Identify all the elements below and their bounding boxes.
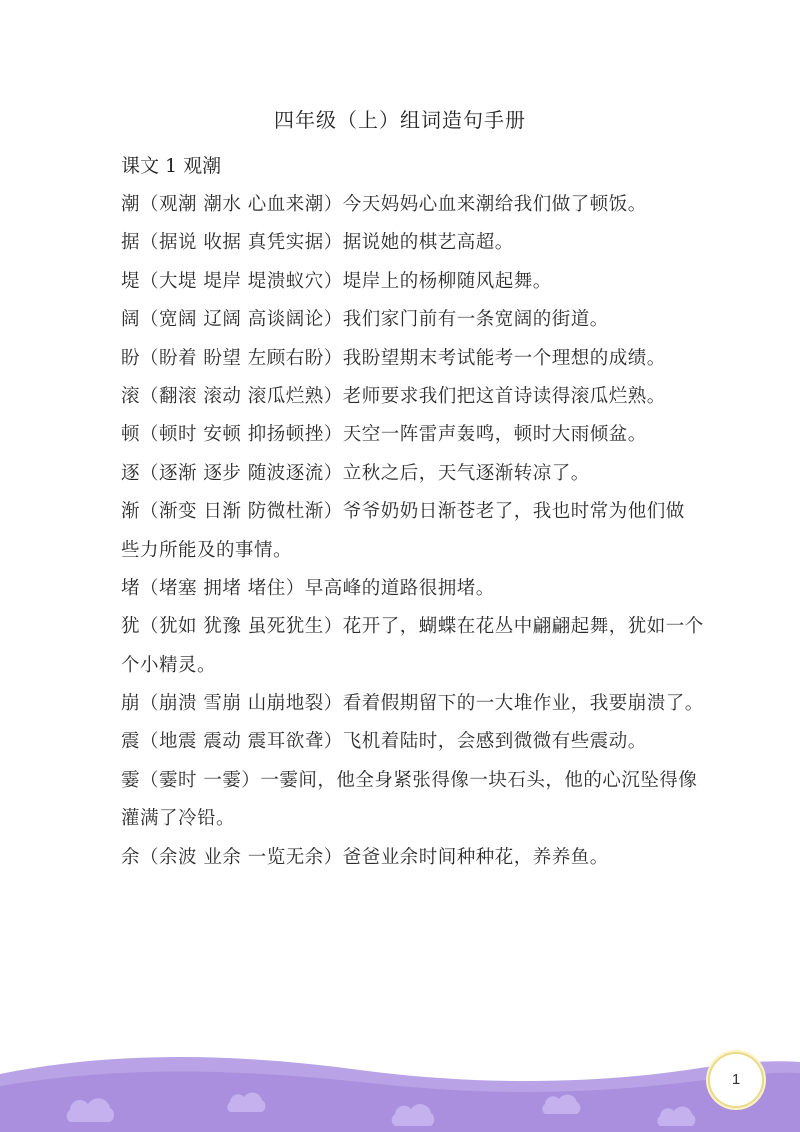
footer-decoration [0, 1040, 800, 1132]
entry-line: 渐（渐变 日渐 防微杜渐）爷爷奶奶日渐苍老了，我也时常为他们做 [121, 501, 685, 523]
entry-line: 盼（盼着 盼望 左顾右盼）我盼望期末考试能考一个理想的成绩。 [121, 347, 666, 369]
entry-line-continuation: 个小精灵。 [121, 654, 217, 676]
entry-line: 堵（堵塞 拥堵 堵住）早高峰的道路很拥堵。 [121, 577, 495, 599]
entry-line: 阔（宽阔 辽阔 高谈阔论）我们家门前有一条宽阔的街道。 [121, 309, 609, 331]
entry-line-continuation: 灌满了冷铅。 [121, 808, 236, 830]
entry-line: 顿（顿时 安顿 抑扬顿挫）天空一阵雷声轰鸣，顿时大雨倾盆。 [121, 424, 647, 446]
lesson-heading: 课文 1 观潮 [121, 155, 222, 177]
entry-list [121, 186, 704, 877]
entry-line: 潮（观潮 潮水 心血来潮）今天妈妈心血来潮给我们做了顿饭。 [121, 194, 647, 215]
page-number-badge: 1 [708, 1052, 764, 1108]
entry-line: 霎（霎时 一霎）一霎间，他全身紧张得像一块石头，他的心沉坠得像 [121, 769, 698, 791]
entry-line: 犹（犹如 犹豫 虽死犹生）花开了，蝴蝶在花丛中翩翩起舞，犹如一个 [121, 616, 704, 638]
entry-line: 据（据说 收据 真凭实据）据说她的棋艺高超。 [121, 232, 514, 254]
page-title: 四年级（上）组词造句手册 [274, 108, 526, 132]
entry-line: 堤（大堤 堤岸 堤溃蚁穴）堤岸上的杨柳随风起舞。 [121, 270, 552, 292]
entry-line: 震（地震 震动 震耳欲聋）飞机着陆时，会感到微微有些震动。 [121, 731, 647, 753]
footer-wave-graphic [0, 1040, 800, 1132]
entry-line-continuation: 些力所能及的事情。 [121, 539, 293, 561]
entry-line: 崩（崩溃 雪崩 山崩地裂）看着假期留下的一大堆作业，我要崩溃了。 [121, 693, 704, 715]
entry-line: 逐（逐渐 逐步 随波逐流）立秋之后，天气逐渐转凉了。 [121, 462, 590, 484]
entry-line: 滚（翻滚 滚动 滚瓜烂熟）老师要求我们把这首诗读得滚瓜烂熟。 [121, 385, 666, 407]
entry-line: 余（余波 业余 一览无余）爸爸业余时间种种花，养养鱼。 [121, 846, 609, 868]
